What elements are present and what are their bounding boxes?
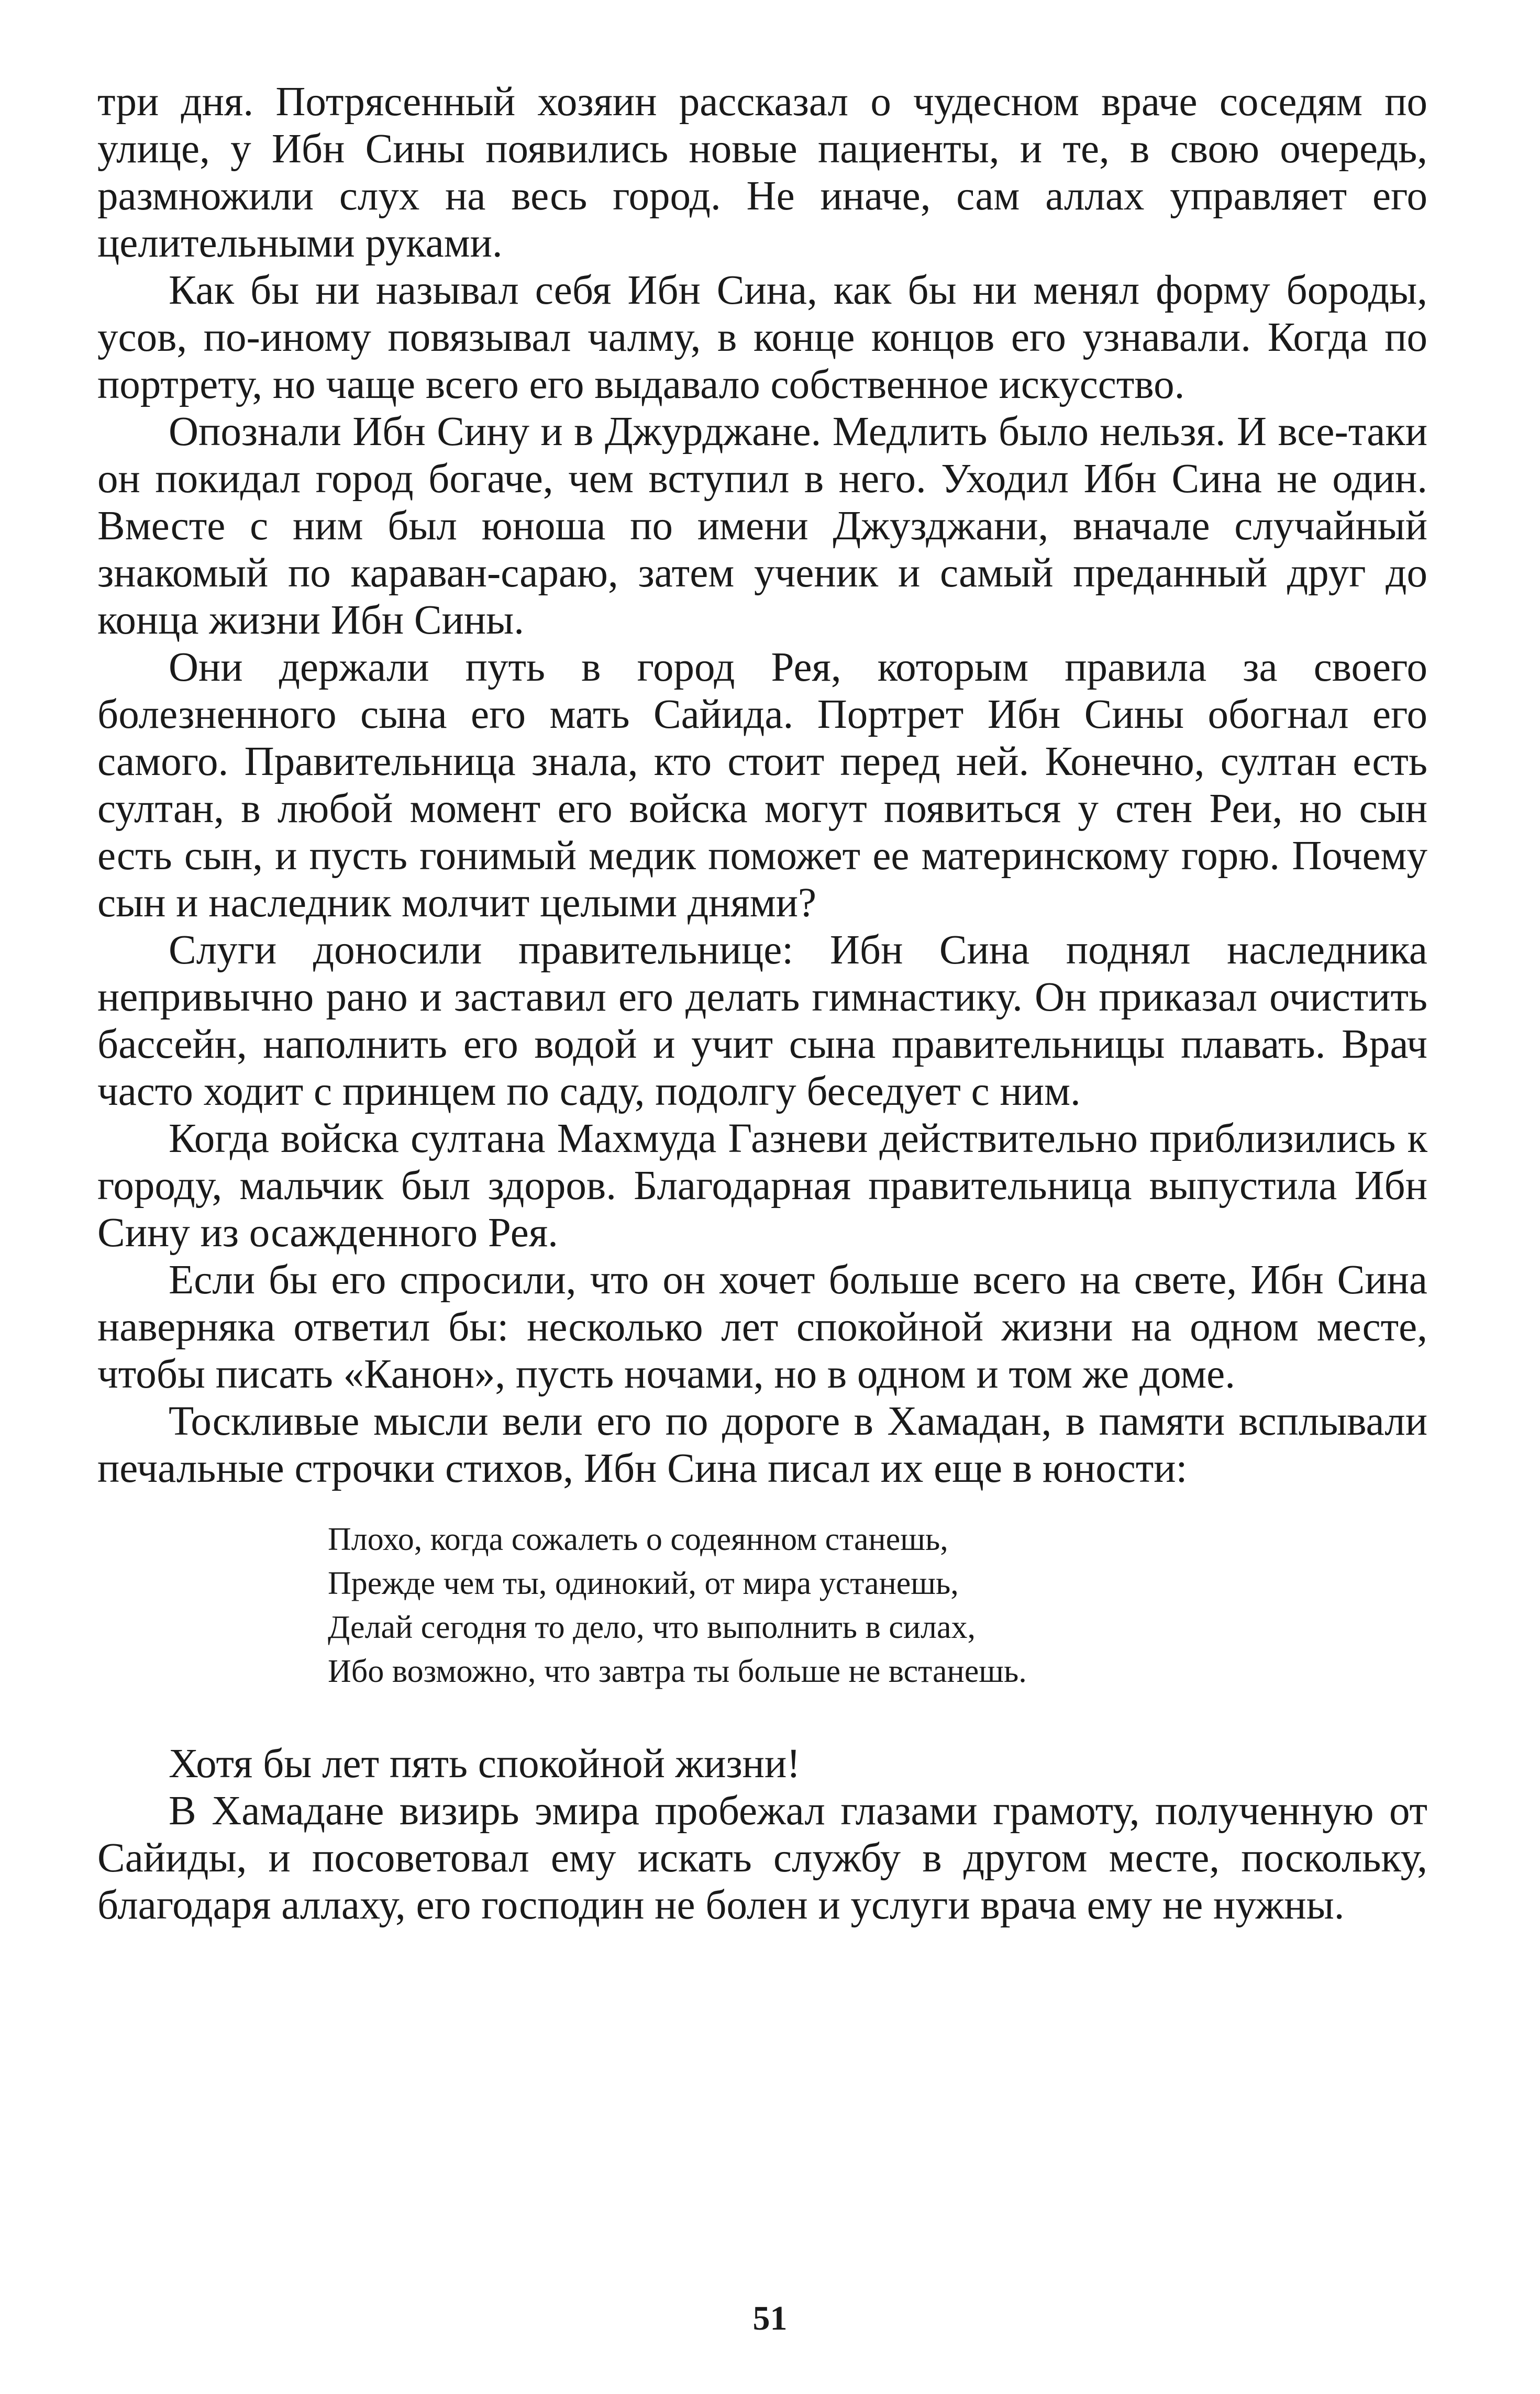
paragraph-continued: три дня. Потрясенный хозяин рассказал о чудесном враче соседям по улице, у Ибн Сины появились новые пациенты, и те, в свою очередь, размножили слух на весь город. Не иначе, сам аллах управляет его целительными руками. <box>97 79 1427 266</box>
poem-line: Прежде чем ты, одинокий, от мира устанешь, <box>328 1566 959 1601</box>
paragraph: Когда войска султана Махмуда Газневи действительно приблизились к городу, мальчик был здоров. Благодарная правительница выпустила Ибн Сину из осажденного Рея. <box>97 1116 1427 1256</box>
paragraph: Если бы его спросили, что он хочет больше всего на свете, Ибн Сина наверняка ответил бы: несколько лет спокойной жизни на одном месте, чтобы писать «Канон», пусть ночами, но в одном и том же доме. <box>97 1257 1427 1397</box>
poem-quote <box>97 1517 1427 1693</box>
paragraph: Они держали путь в город Рея, которым правила за своего болезненного сына его мать Сайида. Портрет Ибн Сины обогнал его самого. Правительница знала, кто стоит перед ней. Конечно, султан есть султан, в любой момент его войска могут появиться у стен Реи, но сын есть сын, и пусть гонимый медик поможет ее материнскому горю. Почему сын и наследник молчит целыми днями? <box>97 645 1427 926</box>
poem-line: Плохо, когда сожалеть о содеянном станешь, <box>328 1522 948 1557</box>
poem-line: Ибо возможно, что завтра ты больше не встанешь. <box>328 1654 1027 1689</box>
paragraph: Хотя бы лет пять спокойной жизни! <box>169 1741 801 1787</box>
paragraph: Опознали Ибн Сину и в Джурджане. Медлить было нельзя. И все-таки он покидал город богаче, чем вступил в него. Уходил Ибн Сина не один. Вместе с ним был юноша по имени Джузджани, вначале случайный знакомый по караван-сараю, затем ученик и самый преданный друг до конца жизни Ибн Сины. <box>97 409 1427 643</box>
paragraph: Слуги доносили правительнице: Ибн Сина поднял наследника непривычно рано и заставил его делать гимнастику. Он приказал очистить бассейн, наполнить его водой и учит сына правительницы плавать. Врач часто ходит с принцем по саду, подолгу беседует с ним. <box>97 927 1427 1114</box>
poem-line: Делай сегодня то дело, что выполнить в силах, <box>328 1610 976 1645</box>
paragraph: Тоскливые мысли вели его по дороге в Хамадан, в памяти всплывали печальные строчки стихов, Ибн Сина писал их еще в юности: <box>97 1399 1427 1491</box>
page-number: 51 <box>752 2299 788 2337</box>
paragraph: Как бы ни называл себя Ибн Сина, как бы ни менял форму бороды, усов, по-иному повязывал чалму, в конце концов его узнавали. Когда по портрету, но чаще всего его выдавало собственное искусство. <box>97 268 1427 407</box>
paragraph: В Хамадане визирь эмира пробежал глазами грамоту, полученную от Сайиды, и посоветовал ему искать службу в другом месте, поскольку, благодаря аллаху, его господин не болен и услуги врача ему не нужны. <box>97 1788 1427 1928</box>
page-body <box>97 79 1427 1929</box>
